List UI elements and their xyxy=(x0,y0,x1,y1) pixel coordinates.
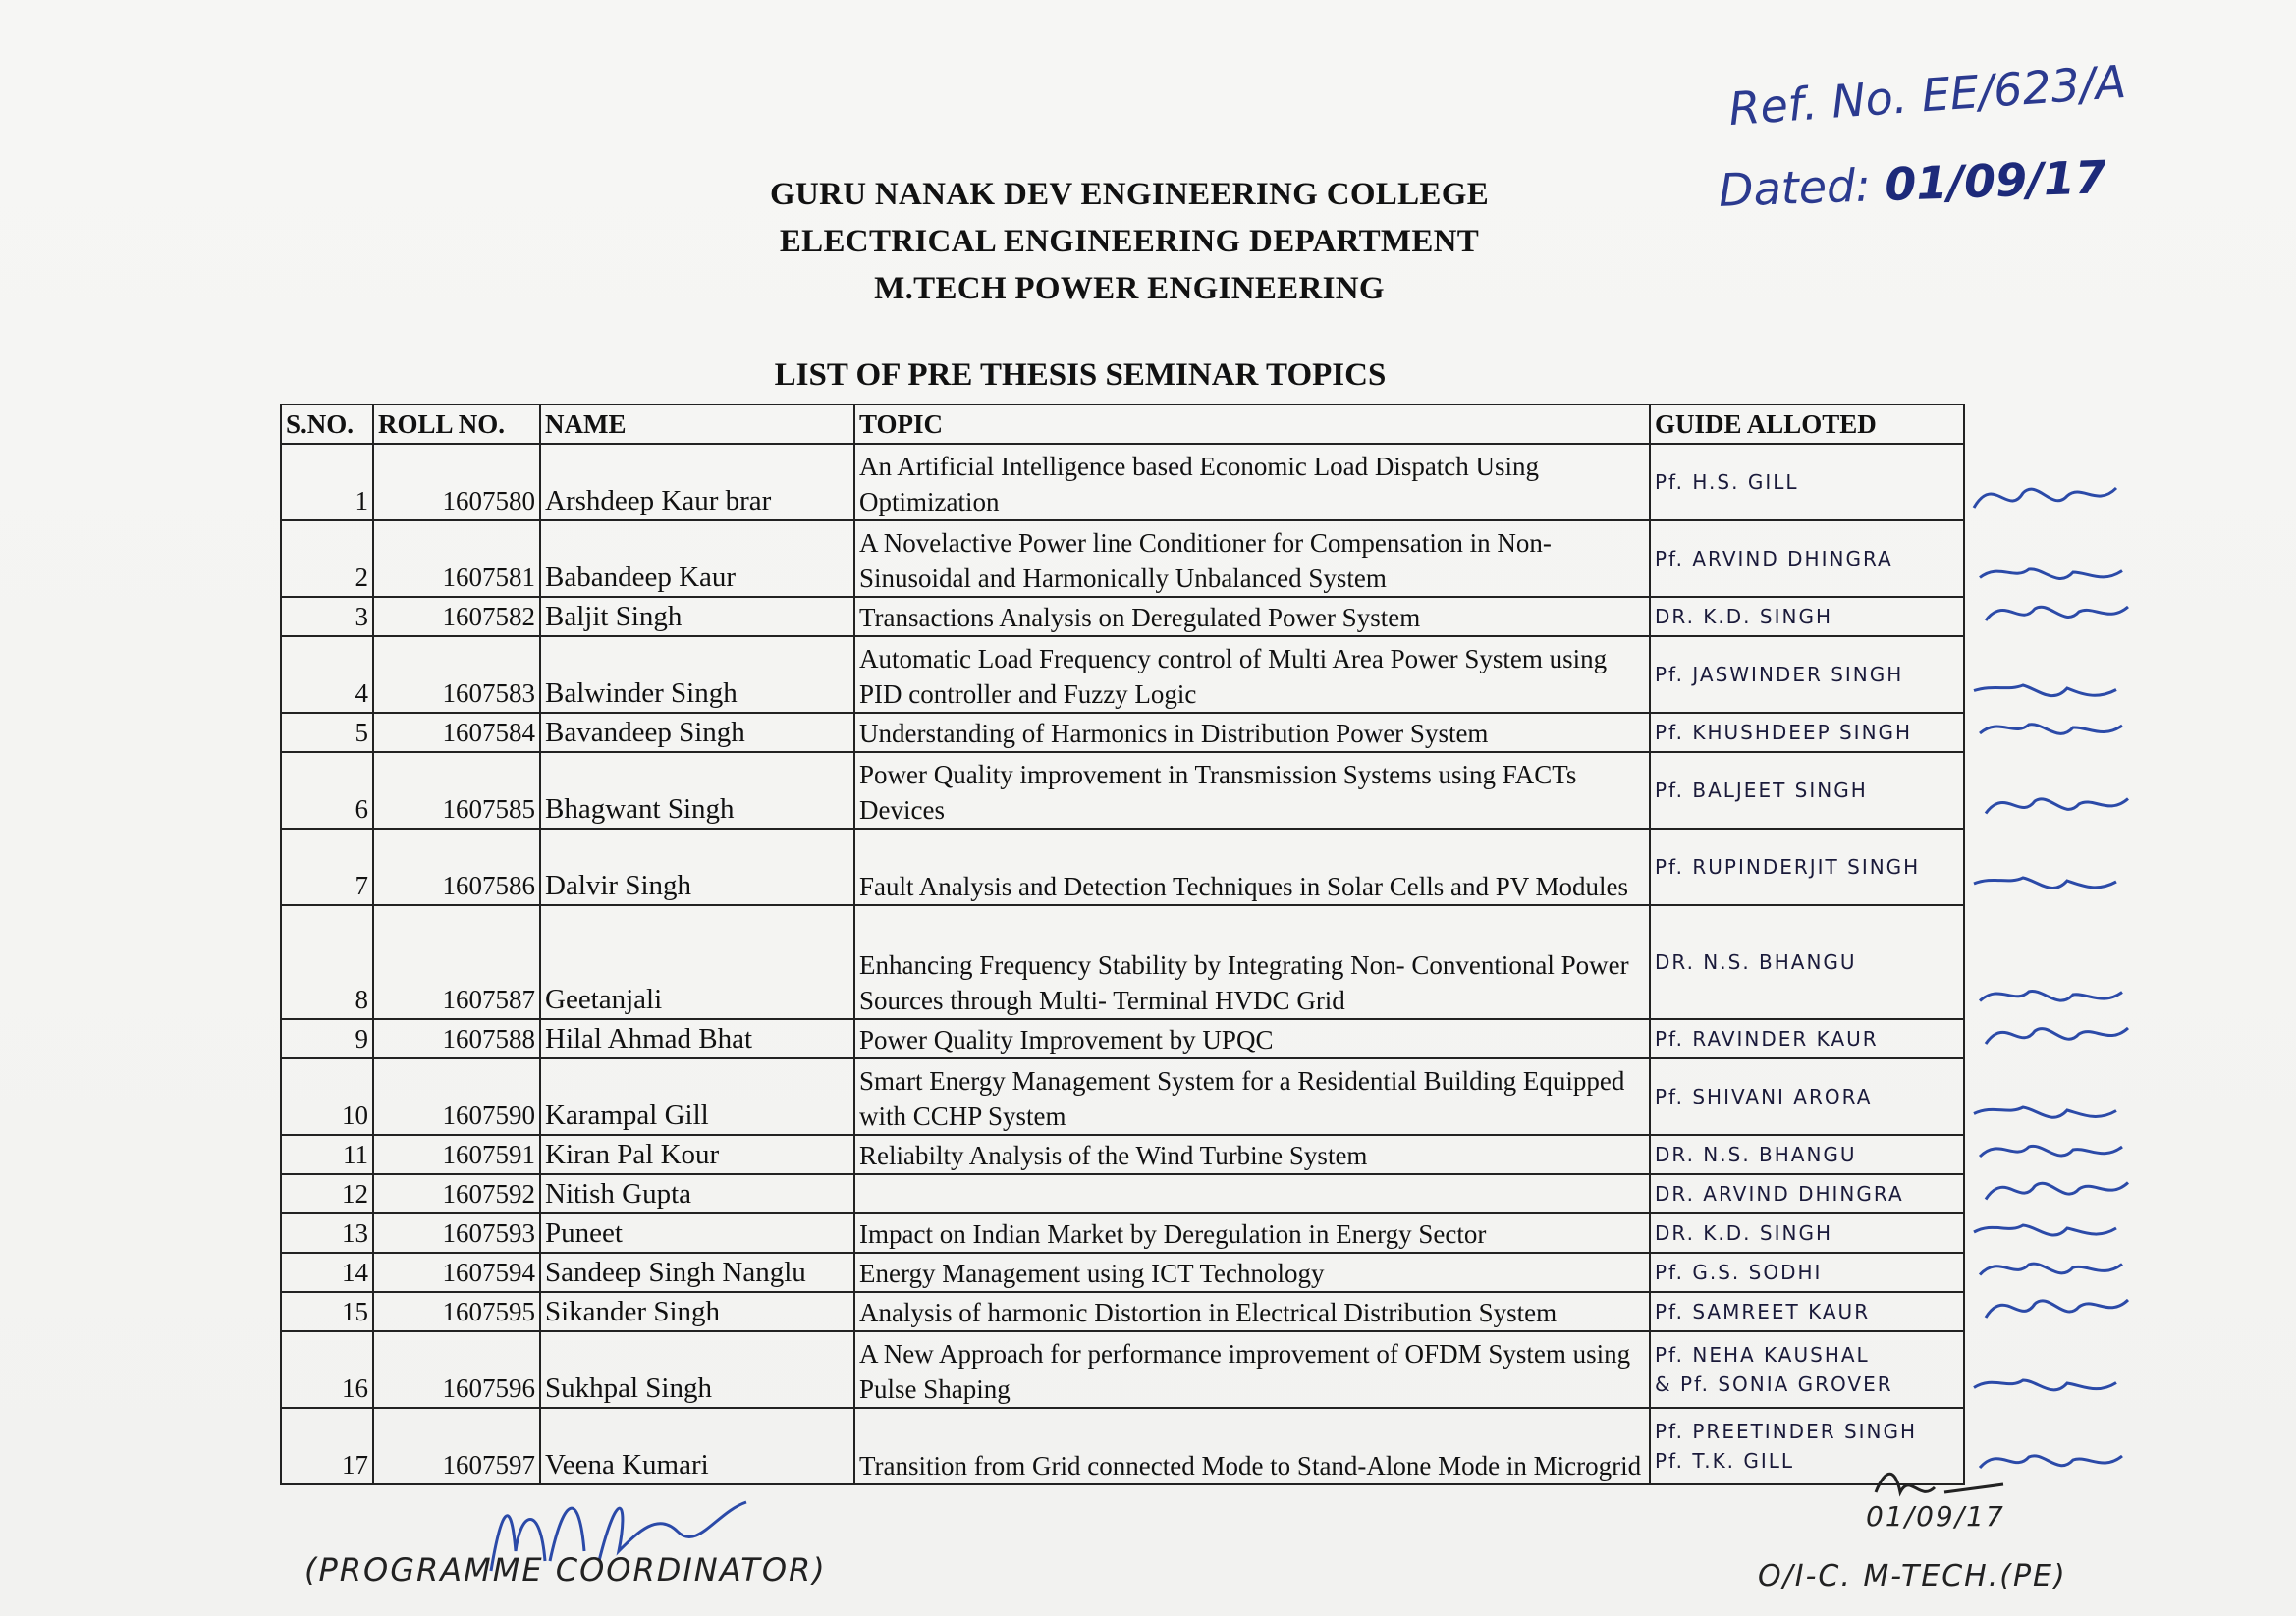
row-name: Hilal Ahmad Bhat xyxy=(540,1019,854,1058)
row-name: Karampal Gill xyxy=(540,1058,854,1135)
guide-signature xyxy=(1981,777,2138,832)
row-name: Sandeep Singh Nanglu xyxy=(540,1253,854,1292)
guide-name: Pf. BALJEET SINGH xyxy=(1655,779,1868,802)
row-roll-no: 1607595 xyxy=(373,1292,540,1331)
row-guide xyxy=(1650,752,1964,829)
programme-name: M.TECH POWER ENGINEERING xyxy=(874,271,1385,306)
row-name: Nitish Gupta xyxy=(540,1174,854,1213)
row-roll-no: 1607592 xyxy=(373,1174,540,1213)
row-name: Veena Kumari xyxy=(540,1408,854,1484)
table-row xyxy=(281,1058,1964,1135)
row-guide xyxy=(1650,597,1964,636)
row-roll-no: 1607584 xyxy=(373,713,540,752)
row-name: Babandeep Kaur xyxy=(540,520,854,597)
row-topic: Enhancing Frequency Stability by Integrating Non- Conventional Power Sources through Multi- Terminal HVDC Grid xyxy=(854,905,1650,1019)
row-roll-no: 1607588 xyxy=(373,1019,540,1058)
department-name: ELECTRICAL ENGINEERING DEPARTMENT xyxy=(779,224,1480,259)
row-roll-no: 1607596 xyxy=(373,1331,540,1408)
table-header-row xyxy=(281,404,1964,444)
guide-signature xyxy=(1981,584,2138,639)
row-topic: Smart Energy Management System for a Residential Building Equipped with CCHP System xyxy=(854,1058,1650,1135)
row-guide xyxy=(1650,1135,1964,1174)
row-topic: A New Approach for performance improvement of OFDM System using Pulse Shaping xyxy=(854,1331,1650,1408)
oic-date: 01/09/17 xyxy=(1866,1500,2005,1533)
guide-signature xyxy=(1969,853,2126,908)
row-name: Bavandeep Singh xyxy=(540,713,854,752)
table-row xyxy=(281,905,1964,1019)
row-sno: 11 xyxy=(281,1135,373,1174)
row-sno: 8 xyxy=(281,905,373,1019)
row-name: Bhagwant Singh xyxy=(540,752,854,829)
row-name: Sukhpal Singh xyxy=(540,1331,854,1408)
dated-value: 01/09/17 xyxy=(1884,150,2107,211)
row-guide xyxy=(1650,1213,1964,1253)
table-row xyxy=(281,597,1964,636)
table-row xyxy=(281,1292,1964,1331)
col-roll: ROLL NO. xyxy=(373,404,540,444)
row-guide xyxy=(1650,1253,1964,1292)
row-sno: 16 xyxy=(281,1331,373,1408)
row-guide xyxy=(1650,1019,1964,1058)
row-name: Sikander Singh xyxy=(540,1292,854,1331)
row-topic: Energy Management using ICT Technology xyxy=(854,1253,1650,1292)
row-sno: 3 xyxy=(281,597,373,636)
row-topic: Automatic Load Frequency control of Multi Area Power System using PID controller and Fuzzy Logic xyxy=(854,636,1650,713)
table-row xyxy=(281,752,1964,829)
guide-name: Pf. PREETINDER SINGH xyxy=(1655,1420,1918,1443)
col-sno: S.NO. xyxy=(281,404,373,444)
guide-name: Pf. JASWINDER SINGH xyxy=(1655,663,1904,686)
guide-name: DR. N.S. BHANGU xyxy=(1655,950,1857,974)
row-topic: Impact on Indian Market by Deregulation in Energy Sector xyxy=(854,1213,1650,1253)
row-roll-no: 1607593 xyxy=(373,1213,540,1253)
guide-name: Pf. KHUSHDEEP SINGH xyxy=(1655,721,1913,744)
row-topic: Fault Analysis and Detection Techniques in Solar Cells and PV Modules xyxy=(854,829,1650,905)
row-sno: 15 xyxy=(281,1292,373,1331)
guide-name: DR. K.D. SINGH xyxy=(1655,1221,1832,1245)
row-sno: 9 xyxy=(281,1019,373,1058)
row-name: Kiran Pal Kour xyxy=(540,1135,854,1174)
row-topic: Transition from Grid connected Mode to Stand-Alone Mode in Microgrid xyxy=(854,1408,1650,1484)
table-row xyxy=(281,1135,1964,1174)
row-topic: Analysis of harmonic Distortion in Electrical Distribution System xyxy=(854,1292,1650,1331)
college-name: GURU NANAK DEV ENGINEERING COLLEGE xyxy=(769,177,1490,212)
row-name: Puneet xyxy=(540,1213,854,1253)
row-name: Geetanjali xyxy=(540,905,854,1019)
seminar-topics-table xyxy=(280,404,1965,1485)
guide-name: Pf. G.S. SODHI xyxy=(1655,1261,1823,1284)
guide-signature xyxy=(1975,700,2132,755)
row-guide xyxy=(1650,713,1964,752)
row-topic: Transactions Analysis on Deregulated Power System xyxy=(854,597,1650,636)
row-guide xyxy=(1650,444,1964,520)
row-name: Dalvir Singh xyxy=(540,829,854,905)
row-guide xyxy=(1650,1058,1964,1135)
table-row xyxy=(281,1331,1964,1408)
row-guide xyxy=(1650,1292,1964,1331)
row-guide xyxy=(1650,636,1964,713)
row-sno: 14 xyxy=(281,1253,373,1292)
guide-name: & Pf. SONIA GROVER xyxy=(1655,1373,1893,1396)
guide-name: Pf. SHIVANI ARORA xyxy=(1655,1085,1873,1108)
row-roll-no: 1607581 xyxy=(373,520,540,597)
table-row xyxy=(281,1174,1964,1213)
row-sno: 13 xyxy=(281,1213,373,1253)
row-sno: 1 xyxy=(281,444,373,520)
guide-name: DR. K.D. SINGH xyxy=(1655,605,1832,628)
guide-name: DR. N.S. BHANGU xyxy=(1655,1143,1857,1166)
row-topic: Power Quality improvement in Transmission Systems using FACTs Devices xyxy=(854,752,1650,829)
row-sno: 7 xyxy=(281,829,373,905)
row-roll-no: 1607583 xyxy=(373,636,540,713)
row-sno: 5 xyxy=(281,713,373,752)
row-sno: 17 xyxy=(281,1408,373,1484)
oic-label: O/I-C. M-TECH.(PE) xyxy=(1758,1559,2067,1593)
row-roll-no: 1607582 xyxy=(373,597,540,636)
row-guide xyxy=(1650,905,1964,1019)
row-sno: 6 xyxy=(281,752,373,829)
guide-name: Pf. NEHA KAUSHAL xyxy=(1655,1343,1870,1367)
guide-name: DR. ARVIND DHINGRA xyxy=(1655,1182,1904,1206)
table-row xyxy=(281,444,1964,520)
table-row xyxy=(281,520,1964,597)
dated-label: Dated: xyxy=(1718,158,1872,217)
table-row xyxy=(281,713,1964,752)
list-title: LIST OF PRE THESIS SEMINAR TOPICS xyxy=(774,357,1387,393)
row-sno: 12 xyxy=(281,1174,373,1213)
guide-signature xyxy=(1981,1006,2138,1061)
row-guide xyxy=(1650,520,1964,597)
table-row xyxy=(281,1253,1964,1292)
table-body xyxy=(281,444,1964,1484)
guide-name: Pf. SAMREET KAUR xyxy=(1655,1300,1871,1323)
row-name: Baljit Singh xyxy=(540,597,854,636)
row-guide xyxy=(1650,1174,1964,1213)
row-name: Balwinder Singh xyxy=(540,636,854,713)
guide-name: Pf. T.K. GILL xyxy=(1655,1449,1795,1473)
row-guide xyxy=(1650,1331,1964,1408)
col-name: NAME xyxy=(540,404,854,444)
row-roll-no: 1607587 xyxy=(373,905,540,1019)
row-topic: Reliabilty Analysis of the Wind Turbine System xyxy=(854,1135,1650,1174)
row-roll-no: 1607591 xyxy=(373,1135,540,1174)
row-topic: A Novelactive Power line Conditioner for Compensation in Non-Sinusoidal and Harmonically Unbalanced System xyxy=(854,520,1650,597)
row-sno: 4 xyxy=(281,636,373,713)
row-topic xyxy=(854,1174,1650,1213)
row-topic: Understanding of Harmonics in Distribution Power System xyxy=(854,713,1650,752)
guide-name: Pf. RUPINDERJIT SINGH xyxy=(1655,855,1921,879)
row-roll-no: 1607580 xyxy=(373,444,540,520)
guide-signature xyxy=(1969,1356,2126,1411)
row-roll-no: 1607597 xyxy=(373,1408,540,1484)
row-sno: 2 xyxy=(281,520,373,597)
row-guide xyxy=(1650,829,1964,905)
row-roll-no: 1607585 xyxy=(373,752,540,829)
table-row xyxy=(281,829,1964,905)
guide-name: Pf. RAVINDER KAUR xyxy=(1655,1027,1879,1050)
guide-signature xyxy=(1981,1279,2138,1334)
col-guide: GUIDE ALLOTED xyxy=(1650,404,1964,444)
row-topic: Power Quality Improvement by UPQC xyxy=(854,1019,1650,1058)
guide-signature xyxy=(1969,468,2126,523)
col-topic: TOPIC xyxy=(854,404,1650,444)
row-roll-no: 1607594 xyxy=(373,1253,540,1292)
guide-name: Pf. H.S. GILL xyxy=(1655,470,1799,494)
programme-coordinator-label: (PROGRAMME COORDINATOR) xyxy=(304,1551,827,1589)
row-roll-no: 1607586 xyxy=(373,829,540,905)
table-row xyxy=(281,636,1964,713)
table-row xyxy=(281,1019,1964,1058)
row-sno: 10 xyxy=(281,1058,373,1135)
ref-number: Ref. No. EE/623/A xyxy=(1726,54,2128,136)
table-row xyxy=(281,1213,1964,1253)
row-roll-no: 1607590 xyxy=(373,1058,540,1135)
row-name: Arshdeep Kaur brar xyxy=(540,444,854,520)
row-topic: An Artificial Intelligence based Economic Load Dispatch Using Optimization xyxy=(854,444,1650,520)
guide-name: Pf. ARVIND DHINGRA xyxy=(1655,547,1893,570)
dated-line xyxy=(1718,150,2107,217)
